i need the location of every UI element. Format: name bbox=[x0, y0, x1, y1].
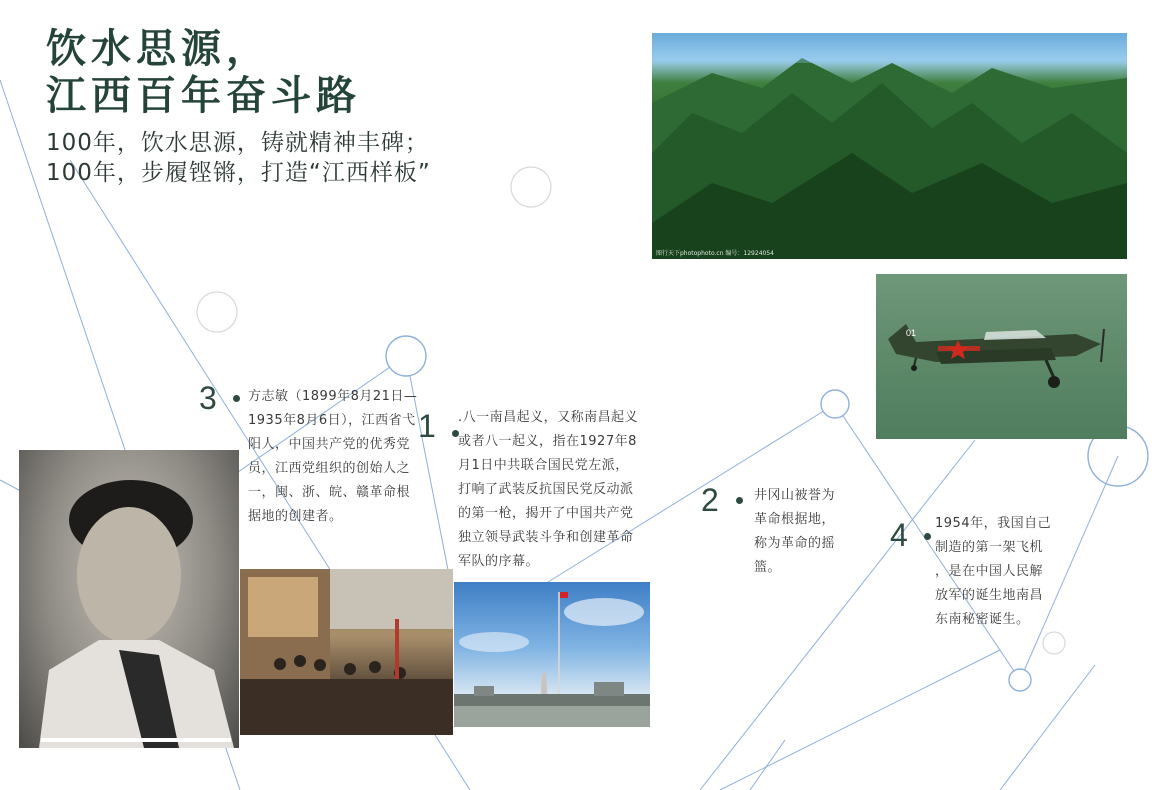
page-title-line-2: 江西百年奋斗路 bbox=[46, 73, 361, 119]
event-2-line: 革命根据地， bbox=[754, 512, 836, 527]
page-title-line-1: 饮水思源， bbox=[46, 26, 271, 72]
event-4-number: 4 bbox=[890, 517, 908, 553]
event-3-line: 员，江西党组织的创始人之 bbox=[248, 461, 411, 476]
event-3-line: 一，闽、浙、皖、赣革命根 bbox=[248, 485, 411, 500]
event-2-line: 称为革命的摇 bbox=[754, 536, 836, 551]
event-4-line: ，是在中国人民解 bbox=[935, 564, 1044, 579]
monument-photo bbox=[454, 582, 650, 727]
event-3-line: 方志敏（1899年8月21日— bbox=[248, 389, 418, 404]
portrait-photo bbox=[19, 450, 239, 748]
event-1-line: 月1日中共联合国民党左派， bbox=[458, 458, 629, 473]
event-3-number: 3 bbox=[199, 380, 217, 416]
event-1-line: 打响了武装反抗国民党反动派 bbox=[458, 482, 634, 497]
event-4-dot bbox=[924, 533, 931, 540]
event-4-line: 制造的第一架飞机 bbox=[935, 540, 1044, 555]
event-1-line: 的第一枪，揭开了中国共产党 bbox=[458, 506, 634, 521]
airplane-photo bbox=[876, 274, 1127, 439]
photo-caption: 图行天下photophoto.cn 编号：12924054 bbox=[656, 250, 774, 257]
event-1-line: 独立领导武装斗争和创建革命 bbox=[458, 530, 634, 545]
event-4-line: 1954年，我国自己 bbox=[935, 516, 1052, 531]
event-1-line: 或者八一起义，指在1927年8 bbox=[458, 434, 637, 449]
event-3-line: 1935年8月6日），江西省弋 bbox=[248, 413, 416, 428]
event-4-line: 东南秘密诞生。 bbox=[935, 612, 1030, 627]
event-3-dot bbox=[233, 395, 240, 402]
revolution-painting bbox=[240, 569, 453, 735]
event-4-line: 放军的诞生地南昌 bbox=[935, 588, 1044, 603]
event-1-number: 1 bbox=[418, 408, 436, 444]
event-2-text bbox=[754, 484, 835, 580]
event-4-text bbox=[935, 512, 1051, 632]
event-1-line: 军队的序幕。 bbox=[458, 554, 540, 569]
event-2-number: 2 bbox=[701, 482, 719, 518]
event-2-line: 篮。 bbox=[754, 560, 782, 575]
event-2-dot bbox=[736, 497, 743, 504]
mountain-photo bbox=[652, 33, 1127, 259]
event-1-text bbox=[458, 406, 638, 574]
event-2-line: 井冈山被誉为 bbox=[754, 488, 836, 503]
event-3-text bbox=[248, 385, 417, 529]
subtitle-line-2: 100年，步履铿锵，打造“江西样板” bbox=[46, 160, 431, 186]
event-3-line: 据地的创建者。 bbox=[248, 509, 343, 524]
subtitle-line-1: 100年，饮水思源，铸就精神丰碑； bbox=[46, 130, 429, 156]
event-1-line: .八一南昌起义，又称南昌起义 bbox=[458, 410, 639, 425]
event-3-line: 阳人，中国共产党的优秀党 bbox=[248, 437, 411, 452]
plane-marking: 01 bbox=[906, 328, 917, 338]
